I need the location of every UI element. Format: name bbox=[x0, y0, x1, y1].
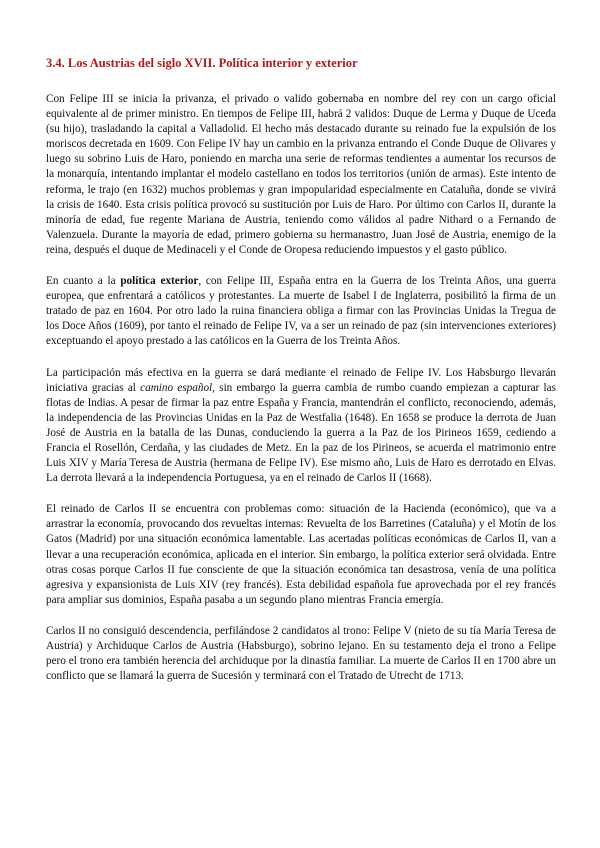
section-heading: 3.4. Los Austrias del siglo XVII. Política interior y exterior bbox=[46, 56, 358, 70]
paragraph-internal-politics: Con Felipe III se inicia la privanza, el privado o valido gobernaba en nombre del rey con un cargo oficial equivalente al de primer ministro. En tiempos de Felipe III, habrá 2 validos: Duque de Lerma y Duque de Uceda (su hijo), trasladando la capital a Valladolid. El hecho más destacado durante su reinado fue la expulsión de los moriscos decretada en 1609. Con Felipe IV hay un cambio en la privanza entrando el Conde Duque de Olivares y luego su sobrino Luis de Haro, poniendo en marcha una serie de reformas tendientes a aumentar los recursos de la monarquía, intentando implantar el modelo castellano en todos los territorios (unión de armas). Este intento de reforma, le trajo (en 1632) muchos problemas y gran impopularidad especialmente en Cataluña, donde se vivirá la crisis de 1640. Esta crisis política provocó su sustitución por Luis de Haro. Por último con Carlos II, durante la minoría de edad, fue regente Mariana de Austria, teniendo como válidos al padre Nithard o a Fernando de Valenzuela. Durante la mayoría de edad, primero gobierna su hermanastro, Juan José de Austria, enemigo de la reina, después el duque de Medinaceli y el Conde de Oropesa reduciendo impuestos y el gasto público. bbox=[46, 93, 556, 256]
paragraph-succession: Carlos II no consiguió descendencia, perfilándose 2 candidatos al trono: Felipe V (nieto de su tía María Teresa de Austria) y Archiduque Carlos de Austria (Habsburgo), sobrino lejano. En su testamento deja el trono a Felipe pero el trono era también herencia del archiduque por la dinastía familiar. La muerte de Carlos II en 1700 abre un conflicto que se llamará la guerra de Sucesión y terminará con el Tratado de Utrecht de 1713. bbox=[46, 624, 556, 683]
paragraph-foreign-politics bbox=[46, 274, 556, 349]
paragraph-text: , sin embargo la guerra cambia de rumbo cuando empiezan a capturar las flotas de Indias. A pesar de firmar la paz entre España y Francia, mantendrán el conflicto, reconociendo, además, la independencia de las Provincias Unidas en la Paz de Westfalia (1648). En 1658 se produce la derrota de Juan José de Austria en la batalla de las Dunas, conduciendo la guerra a la Paz de los Pirineos 1659, cediendo a Francia el Rosellón, Cerdaña, y las ciudades de Metz. En la paz de los Pirineos, se acuerda el matrimonio entre Luis XIV y María Teresa de Austria (hermana de Felipe IV). Ese mismo año, Luis de Haro es derrotado en Elvas. La derrota llevará a la independencia Portuguesa, ya en el reinado de Carlos II (1668). bbox=[46, 381, 556, 485]
paragraph-felipe-iv-war bbox=[46, 366, 556, 487]
bold-term-politica-exterior: política exterior bbox=[120, 275, 199, 288]
document-content bbox=[46, 56, 556, 700]
paragraph-carlos-ii-reign: El reinado de Carlos II se encuentra con problemas como: situación de la Hacienda (económico), que va a arrastrar la economía, provocando dos revueltas internas: Revuelta de los Barretines (Cataluña) y el Motín de los Gatos (Madrid) por una situación económica lamentable. Las acertadas políticas económicas de Carlos II, van a llevar a una recuperación económica, aplicada en el interior. Sin embargo, la política exterior será olvidada. Entre otras cosas porque Carlos II fue consciente de que la situación económica tan desastrosa, venía de una política agresiva y expansionista de Luis XIV (rey francés). Esta debilidad española fue aprovechada por el rey francés para ampliar sus dominios, España pasaba a un segundo plano mientras Francia emergía. bbox=[46, 503, 556, 606]
paragraph-text: La participación más efectiva en la guerra se dará mediante el reinado de Felipe IV. Los Habsburgo llevarán iniciativa gracias al bbox=[46, 366, 556, 394]
paragraph-text: , con Felipe III, España entra en la Guerra de los Treinta Años, una guerra europea, que enfrentará a católicos y protestantes. La muerte de Isabel I de Inglaterra, posibilitó la firma de un tratado de paz en 1604. Por otro lado la ruina financiera obliga a firmar con las Provincias Unidas la Tregua de los Doce Años (1609), por tanto el reinado de Felipe IV, va a ser un reinado de paz (sin intervenciones exteriores) exceptuando el apoyo prestado a las católicos en la Guerra de los Treinta Años. bbox=[46, 275, 556, 348]
italic-term-camino-espanol: camino español bbox=[140, 381, 213, 394]
paragraph-text: En cuanto a la bbox=[46, 275, 121, 288]
